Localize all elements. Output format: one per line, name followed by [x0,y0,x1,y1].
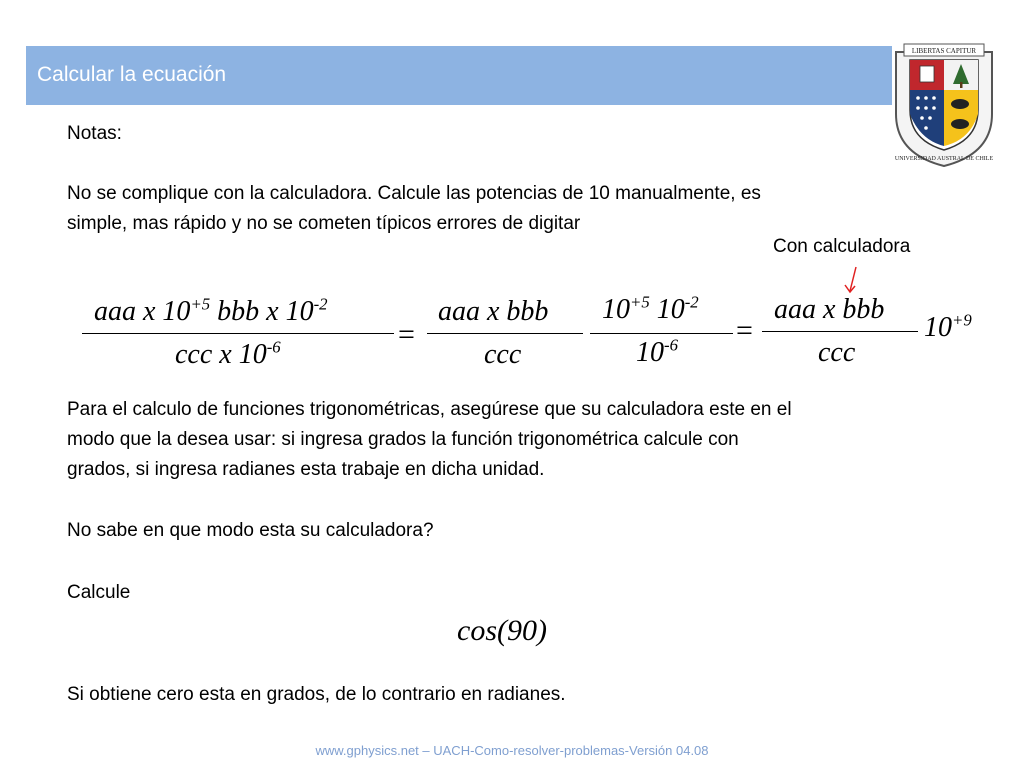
crest-ring-text: UNIVERSIDAD AUSTRAL DE CHILE [894,156,994,162]
equals-sign-1: = [398,318,415,351]
footer-text: www.gphysics.net – UACH-Como-resolver-problemas-Versión 04.08 [315,743,709,758]
mode-question: No sabe en que modo esta su calculadora? [67,520,434,541]
fraction-4-bar [762,331,918,332]
equals-sign-2: = [736,314,753,347]
calcule-label: Calcule [67,582,131,603]
fraction-2-bar [427,333,583,334]
equation-result: $10^{+9}$ [924,310,972,343]
paragraph-2-line-2: modo que la desea usar: si ingresa grados la función trigonométrica calcule con [67,429,739,450]
crest-banner: LIBERTAS CAPITUR [911,47,977,55]
paragraph-2-line-3: grados, si ingresa radianes esta trabaje en dicha unidad. [67,459,545,480]
fraction-1-denominator: ccc x $10^{-6}$ [175,337,281,370]
paragraph-1-line-2: simple, mas rápido y no se cometen típicos errores de digitar [67,213,581,234]
fraction-3-numerator: $10^{+5}$ $10^{-2}$ [602,292,699,325]
cos-expression: cos(90) [457,614,547,647]
paragraph-2-line-1: Para el calculo de funciones trigonométricas, asegúrese que su calculadora este en el [67,399,792,420]
fraction-4-numerator: aaa x bbb [774,294,885,325]
calculator-label: Con calculadora [773,236,911,257]
red-arrow-icon [842,265,862,297]
fraction-3-denominator: $10^{-6}$ [636,335,678,368]
fraction-4-denominator: ccc [818,337,856,368]
fraction-2-denominator: ccc [484,339,522,370]
notes-heading: Notas: [67,123,122,144]
slide-title: Calcular la ecuación [37,63,227,86]
paragraph-1-line-1: No se complique con la calculadora. Calcule las potencias de 10 manualmente, es [67,183,761,204]
university-crest-icon [890,42,998,168]
conclusion-text: Si obtiene cero esta en grados, de lo contrario en radianes. [67,684,566,705]
fraction-2-numerator: aaa x bbb [438,296,549,327]
fraction-1-bar [82,333,394,334]
title-bar [26,46,892,105]
fraction-1-numerator: aaa x $10^{+5}$ bbb x $10^{-2}$ [94,294,328,327]
fraction-3-bar [590,333,733,334]
